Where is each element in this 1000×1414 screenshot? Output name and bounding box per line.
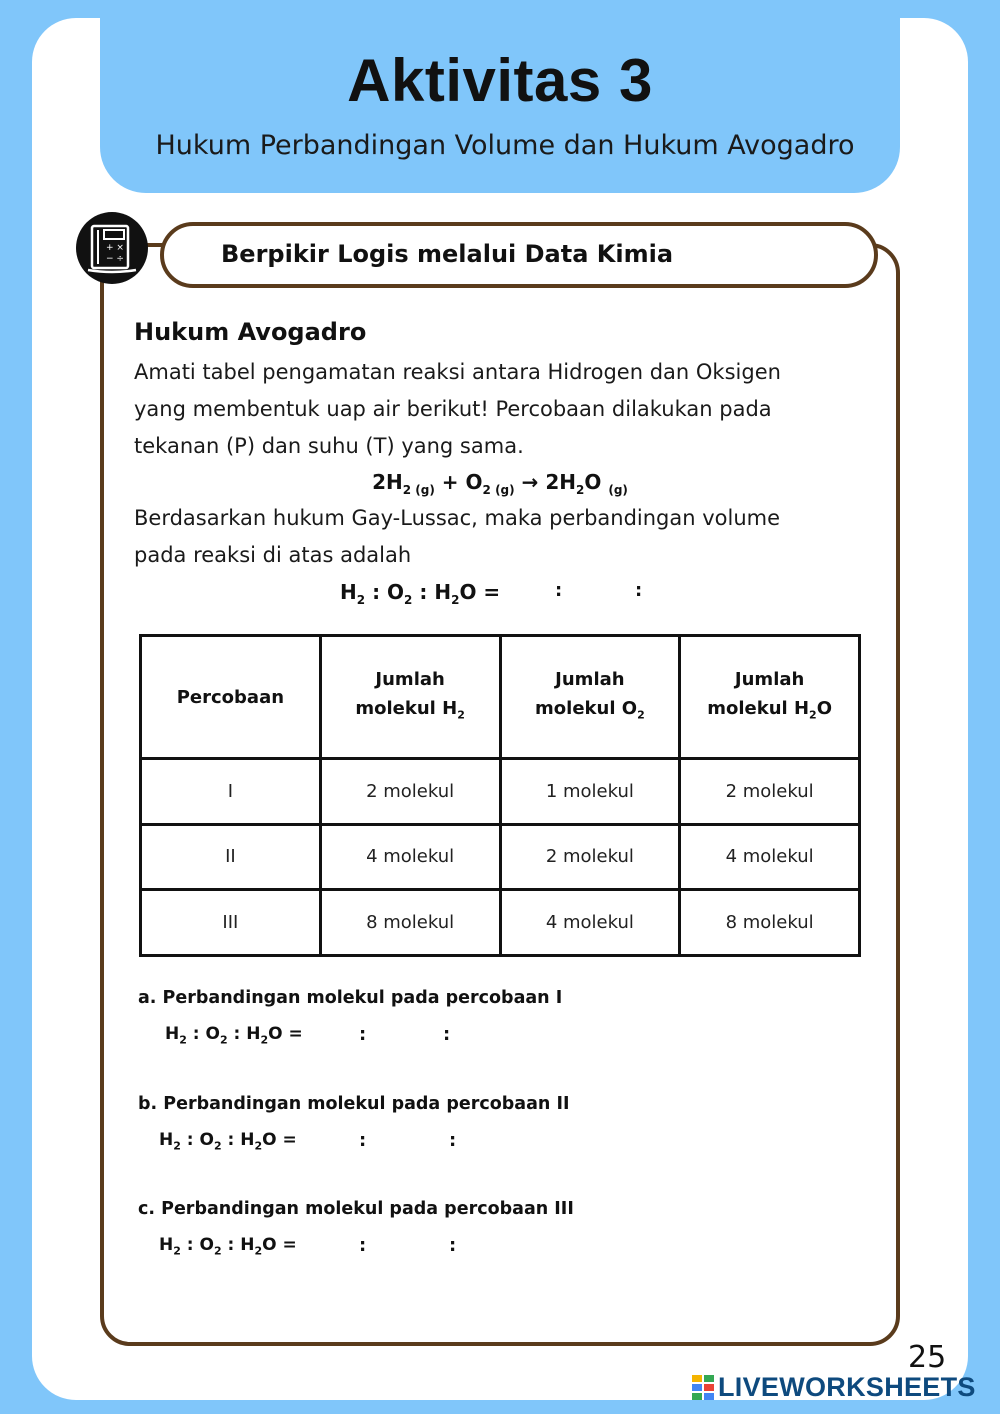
subscript: 2 [219, 1033, 228, 1047]
ratio-text: : O [365, 580, 405, 604]
reactant-h2: 2H [372, 470, 403, 494]
header-percobaan [141, 636, 321, 759]
calculator-document-icon [76, 212, 148, 284]
ratio-text: H [340, 580, 357, 604]
ratio-colon: : [635, 580, 643, 601]
eq-text: O = [268, 1024, 303, 1044]
table-cell: 1 molekul [500, 759, 680, 825]
eq-text: : H [227, 1024, 261, 1044]
header-text: molekul H [355, 697, 458, 719]
header-text: molekul H [707, 697, 810, 719]
header-text: Jumlah [375, 668, 445, 690]
product-tail: O [584, 470, 602, 494]
subscript: 2 [356, 593, 366, 607]
question-b-equation [159, 1130, 297, 1152]
table-cell: 2 molekul [320, 759, 500, 825]
subscript: 2 [451, 593, 460, 607]
subscript: 2 [404, 593, 413, 607]
answer-colon: : [359, 1235, 367, 1256]
eq-text: O = [262, 1235, 297, 1255]
section-label: Berpikir Logis melalui Data Kimia [221, 240, 674, 268]
subscript: 2 (g) [402, 483, 435, 497]
subscript: 2 [576, 483, 585, 497]
eq-text: : O [186, 1024, 220, 1044]
reaction-arrow: → [521, 470, 539, 494]
page-subtitle: Hukum Perbandingan Volume dan Hukum Avogadro [155, 130, 855, 161]
subscript: 2 [254, 1244, 263, 1258]
subscript: 2 [213, 1139, 222, 1153]
state-label: (g) [608, 483, 628, 497]
table-row [141, 890, 860, 956]
table-row [141, 759, 860, 825]
page-title: Aktivitas 3 [347, 47, 653, 114]
subscript: 2 [260, 1033, 269, 1047]
question-c-label: c. Perbandingan molekul pada percobaan III [138, 1199, 574, 1219]
product-h2o: 2H [545, 470, 576, 494]
table-row [141, 824, 860, 890]
subscript: 2 [173, 1244, 181, 1258]
table-cell: III [141, 890, 321, 956]
table-cell: 2 molekul [500, 824, 680, 890]
eq-text: : O [180, 1130, 214, 1150]
gay-lussac-paragraph [134, 500, 834, 574]
header-o2 [500, 636, 680, 759]
answer-colon: : [359, 1024, 367, 1045]
eq-text: : O [180, 1235, 214, 1255]
table-cell: 8 molekul [680, 890, 860, 956]
table-header-row [141, 636, 860, 759]
para-line: Berdasarkan hukum Gay-Lussac, maka perbandingan volume [134, 506, 781, 530]
header-text: molekul O [535, 697, 638, 719]
intro-paragraph [134, 354, 834, 465]
subscript: 2 [809, 708, 817, 722]
intro-line: tekanan (P) dan suhu (T) yang sama. [134, 434, 524, 458]
liveworksheets-logo-icon [692, 1375, 716, 1401]
page-number: 25 [908, 1340, 947, 1375]
subscript: 2 [637, 708, 645, 722]
question-a-equation [165, 1024, 303, 1046]
observation-table [139, 634, 861, 957]
ratio-text: : H [412, 580, 452, 604]
eq-text: : H [221, 1235, 255, 1255]
subscript: 2 [254, 1139, 263, 1153]
subscript: 2 [173, 1139, 181, 1153]
eq-text: H [159, 1235, 174, 1255]
answer-colon: : [449, 1235, 457, 1256]
intro-line: Amati tabel pengamatan reaksi antara Hidrogen dan Oksigen [134, 360, 781, 384]
svg-text:+ ×: + × [106, 243, 124, 253]
header-text: Jumlah [555, 668, 625, 690]
eq-text: H [159, 1130, 174, 1150]
ratio-colon: : [555, 580, 563, 601]
intro-line: yang membentuk uap air berikut! Percobaan dilakukan pada [134, 397, 772, 421]
subscript: 2 [213, 1244, 222, 1258]
eq-text: O = [262, 1130, 297, 1150]
header-text: O [816, 697, 832, 719]
table-cell: I [141, 759, 321, 825]
table-cell: 4 molekul [680, 824, 860, 890]
question-a-label: a. Perbandingan molekul pada percobaan I [138, 988, 563, 1008]
svg-text:− ÷: − ÷ [106, 254, 124, 264]
table-cell: 4 molekul [500, 890, 680, 956]
header-text: Jumlah [734, 668, 805, 690]
reactant-o2: O [465, 470, 483, 494]
header-h2 [320, 636, 500, 759]
header-text: Percobaan [176, 686, 285, 708]
ratio-text: O = [459, 580, 501, 604]
table-cell: 8 molekul [320, 890, 500, 956]
eq-text: H [165, 1024, 180, 1044]
table-cell: 4 molekul [320, 824, 500, 890]
table-cell: 2 molekul [680, 759, 860, 825]
liveworksheets-brand[interactable]: LIVEWORKSHEETS [718, 1372, 976, 1402]
section-heading: Hukum Avogadro [134, 318, 367, 346]
subscript: 2 [457, 708, 465, 722]
eq-text: : H [221, 1130, 255, 1150]
ratio-formula [340, 580, 500, 607]
header-h2o [680, 636, 860, 759]
answer-colon: : [449, 1130, 457, 1151]
reaction-equation [100, 470, 900, 497]
para-line: pada reaksi di atas adalah [134, 543, 412, 567]
subscript: 2 (g) [482, 483, 515, 497]
question-b-label: b. Perbandingan molekul pada percobaan II [138, 1094, 570, 1114]
question-c-equation [159, 1235, 297, 1257]
answer-colon: : [359, 1130, 367, 1151]
subscript: 2 [179, 1033, 187, 1047]
plus-sign: + [441, 470, 459, 494]
table-cell: II [141, 824, 321, 890]
answer-colon: : [443, 1024, 451, 1045]
